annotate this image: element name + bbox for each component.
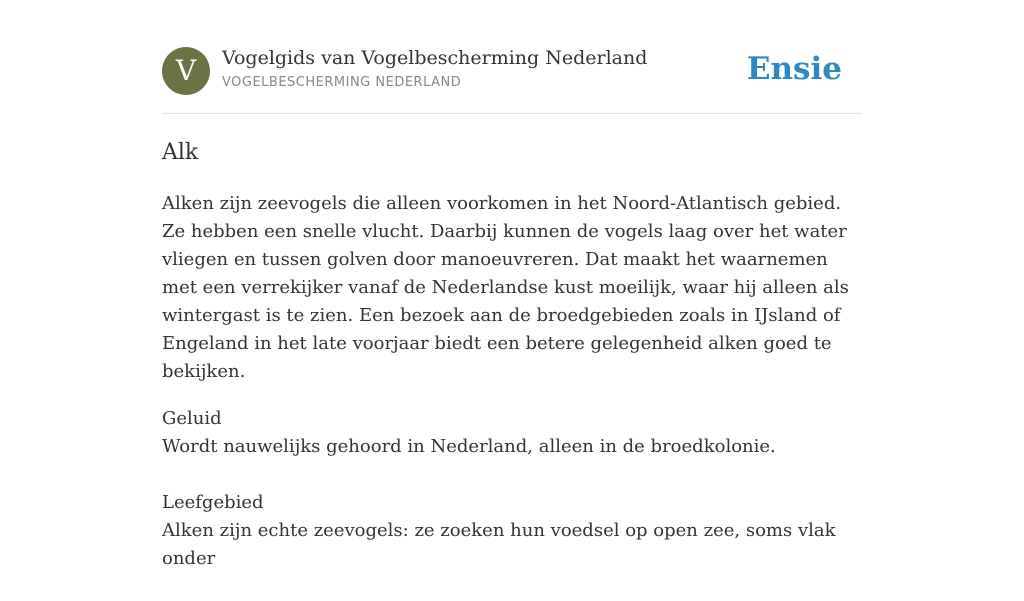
source-avatar[interactable] — [162, 47, 210, 95]
section-leefgebied — [162, 489, 862, 573]
entry-intro: Alken zijn zeevogels die alleen voorkomen in het Noord-Atlantisch gebied. Ze hebben een snelle vlucht. Daarbij kunnen de vogels laag over het water vliegen en tussen golven door manoeuvreren. Dat maakt het waarnemen met een verrekijker vanaf de Nederlandse kust moeilijk, waar hij alleen als wintergast is te zien. Een bezoek aan de broedgebieden zoals in IJsland of Engeland in het late voorjaar biedt een betere gelegenheid alken goed te bekijken. — [162, 193, 849, 382]
ensie-logo[interactable]: Ensie — [746, 51, 842, 87]
source-header — [162, 0, 862, 114]
entry-body — [162, 190, 862, 601]
section-text: Alken zijn echte zeevogels: ze zoeken hun voedsel op open zee, soms vlak onder — [162, 520, 836, 569]
content-container — [162, 0, 862, 569]
section-heading: Geluid — [162, 408, 222, 429]
source-title[interactable]: Vogelgids van Vogelbescherming Nederland — [222, 47, 648, 69]
section-text: Wordt nauwelijks gehoord in Nederland, alleen in de broedkolonie. — [162, 436, 776, 457]
source-publisher[interactable]: VOGELBESCHERMING NEDERLAND — [222, 75, 462, 90]
section-geluid — [162, 405, 862, 461]
entry-title: Alk — [162, 140, 199, 165]
avatar-letter: V — [175, 54, 197, 87]
section-heading: Leefgebied — [162, 492, 264, 513]
